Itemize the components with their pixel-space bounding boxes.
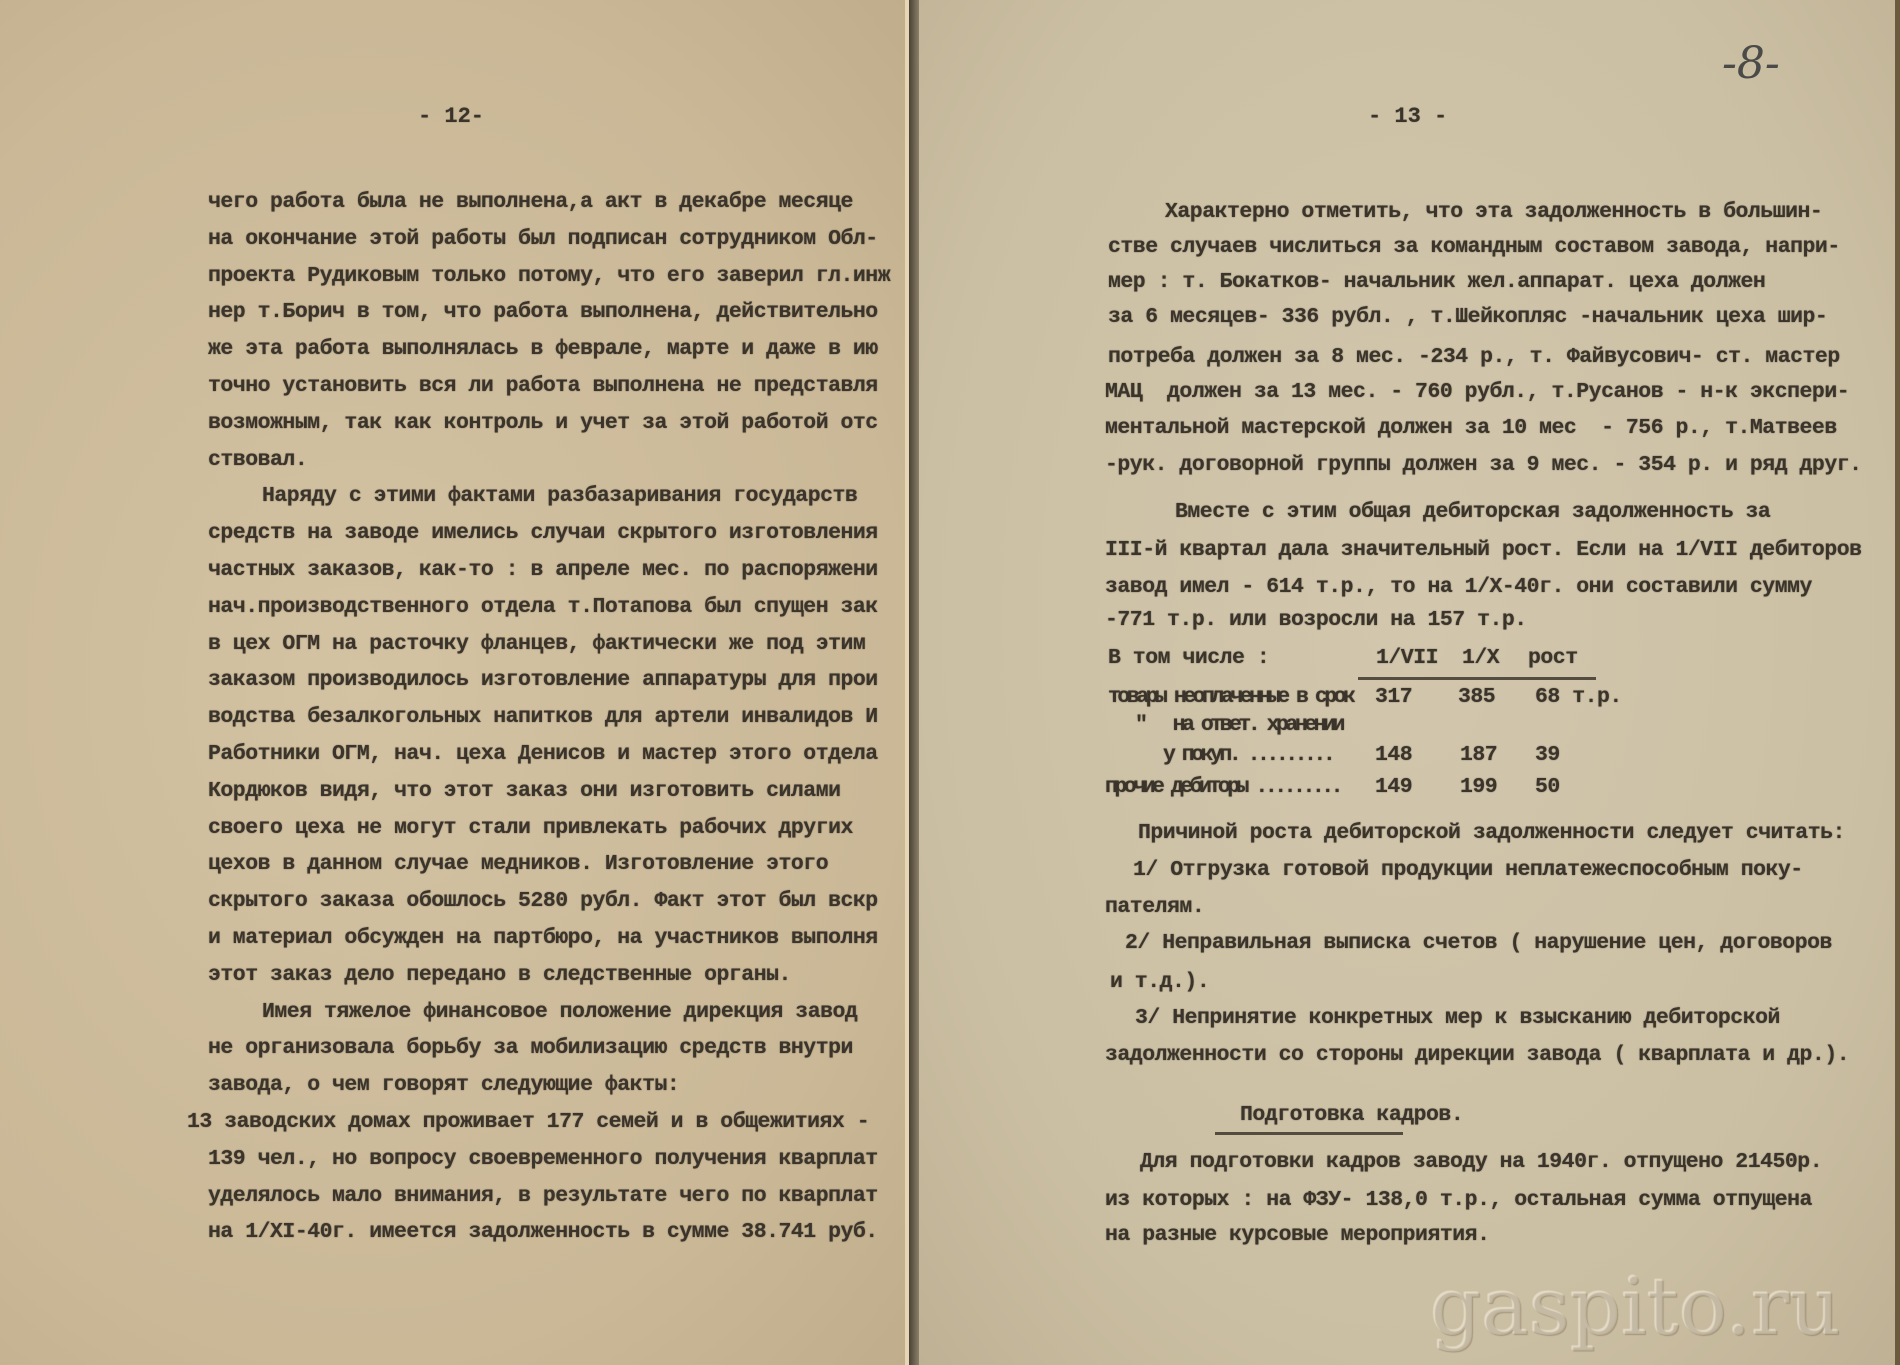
text-line: Кордюков видя, что этот заказ они изготовить силами <box>208 778 841 803</box>
text-line: нер т.Борич в том, что работа выполнена, действительно <box>208 300 878 325</box>
text-line: возможным, так как контроль и учет за этой работой отс <box>208 410 878 435</box>
text-line: задолженности со стороны дирекции завода ( кварплата и др.). <box>1105 1043 1850 1067</box>
table-cell: 317 <box>1375 685 1413 709</box>
table-cell: 148 <box>1375 743 1413 767</box>
text-line: завод имел - 614 т.р., то на 1/X-40г. они составили сумму <box>1105 575 1812 599</box>
text-line: в цех ОГМ на расточку фланцев, фактически же под этим <box>208 631 866 656</box>
page-number-left: - 12- <box>418 104 485 129</box>
text-line: чего работа была не выполнена,а акт в декабре месяце <box>208 190 853 214</box>
text-line: стве случаев числиться за командным составом завода, напри- <box>1108 235 1840 259</box>
text-line: на 1/XI-40г. имеется задолженность в сумме 38.741 руб. <box>208 1220 878 1245</box>
text-line: Характерно отметить, что эта задолженность в большин- <box>1165 200 1823 224</box>
table-column-header: 1/X <box>1462 646 1500 670</box>
text-line: 13 заводских домах проживает 177 семей и в общежитиях - <box>187 1110 870 1134</box>
table-cell: 199 <box>1460 775 1498 799</box>
text-line: цехов в данном случае медников. Изготовление этого <box>208 852 829 877</box>
text-line: ментальной мастерской должен за 10 мес - 756 р., т.Матвеев <box>1105 416 1837 440</box>
text-line: мер : т. Бокатков- начальник жел.аппарат. цеха должен <box>1108 270 1766 294</box>
text-line: завода, о чем говорят следующие факты: <box>208 1073 680 1098</box>
text-line: на окончание этой работы был подписан сотрудником Обл- <box>208 226 878 251</box>
section-heading-underline <box>1215 1132 1403 1135</box>
text-line: средств на заводе имелись случаи скрытого изготовления <box>208 521 878 546</box>
table-cell: 39 <box>1535 743 1560 767</box>
page-edge <box>1895 0 1900 1365</box>
text-line: скрытого заказа обошлось 5280 рубл. Факт этот был вскр <box>208 889 878 914</box>
text-line: за 6 месяцев- 336 рубл. , т.Шейкопляс -начальник цеха шир- <box>1108 305 1828 329</box>
table-column-header: рост <box>1528 646 1578 670</box>
text-line: 1/ Отгрузка готовой продукции неплатежеспособным поку- <box>1133 858 1803 882</box>
table-cell: 50 <box>1535 775 1560 799</box>
text-line: 3/ Непринятие конкретных мер к взысканию дебиторской <box>1135 1006 1780 1030</box>
table-row-label: у покуп. ......... <box>1163 743 1333 767</box>
text-line: не организовала борьбу за мобилизацию средств внутри <box>208 1036 853 1061</box>
text-line: 2/ Неправильная выписка счетов ( нарушение цен, договоров <box>1125 931 1832 955</box>
text-line: МАЦ должен за 13 мес. - 760 рубл., т.Русанов - н-к экспери- <box>1105 380 1850 404</box>
page-fold-shadow <box>909 0 919 1365</box>
table-cell: 149 <box>1375 775 1413 799</box>
table-row-label: прочие дебиторы ......... <box>1105 775 1341 799</box>
text-line: и материал обсужден на партбюро, на участников выполня <box>208 926 878 950</box>
text-line: -771 т.р. или возросли на 157 т.р. <box>1105 608 1527 632</box>
text-line: своего цеха не могут стали привлекать рабочих других <box>208 815 853 840</box>
page-number-right: - 13 - <box>1368 104 1448 129</box>
text-line: нач.производственного отдела т.Потапова был спущен зак <box>208 594 878 619</box>
text-line: III-й квартал дала значительный рост. Если на 1/VII дебиторов <box>1105 538 1862 562</box>
text-line: 139 чел., но вопросу своевременного получения кварплат <box>208 1146 878 1171</box>
text-line: пателям. <box>1105 895 1205 919</box>
text-line: этот заказ дело передано в следственные органы. <box>208 962 791 987</box>
table-cell: 68 т.р. <box>1535 685 1622 709</box>
table-cell: 187 <box>1460 743 1498 767</box>
table-cell: 385 <box>1458 685 1496 709</box>
text-line: уделялось мало внимания, в результате чего по кварплат <box>208 1183 878 1208</box>
text-line: Работники ОГМ, нач. цеха Денисов и мастер этого отдела <box>208 742 878 766</box>
text-line: водства безалкогольных напитков для артели инвалидов И <box>208 705 878 730</box>
left-page <box>0 0 905 1365</box>
text-line: потреба должен за 8 мес. -234 р., т. Файвусович- ст. мастер <box>1108 345 1840 369</box>
text-line: из которых : на ФЗУ- 138,0 т.р., остальная сумма отпущена <box>1105 1188 1812 1212</box>
text-line: проекта Рудиковым только потому, что его заверил гл.инж <box>208 263 891 288</box>
text-line: Наряду с этими фактами разбазаривания государств <box>262 484 858 509</box>
text-line: Вместе с этим общая дебиторская задолженность за <box>1175 500 1771 524</box>
table-column-header: 1/VII <box>1376 646 1439 670</box>
table-header-rule <box>1358 677 1596 680</box>
table-caption: В том числе : <box>1108 646 1270 670</box>
watermark: gaspito.ru <box>1430 1260 1841 1353</box>
text-line: и т.д.). <box>1110 970 1210 994</box>
text-line: на разные курсовые мероприятия. <box>1105 1223 1490 1247</box>
table-row-label: товары неоплаченные в срок <box>1108 685 1353 709</box>
archive-sheet-number: -8- <box>1722 38 1780 89</box>
text-line: -рук. договорной группы должен за 9 мес. - 354 р. и ряд друг. <box>1105 453 1862 477</box>
text-line: же эта работа выполнялась в феврале, марте и даже в ию <box>208 337 878 362</box>
text-line: Причиной роста дебиторской задолженности следует считать: <box>1138 821 1845 845</box>
text-line: заказом производилось изготовление аппаратуры для прои <box>208 668 878 693</box>
text-line: Имея тяжелое финансовое положение дирекция завод <box>262 999 858 1024</box>
text-line: Для подготовки кадров заводу на 1940г. отпущено 21450р. <box>1140 1150 1823 1174</box>
section-heading: Подготовка кадров. <box>1240 1103 1464 1127</box>
text-line: ствовал. <box>208 447 308 472</box>
text-line: точно установить вся ли работа выполнена не представля <box>208 374 878 398</box>
table-row-label: " на ответ. хранении <box>1135 713 1342 737</box>
text-line: частных заказов, как-то : в апреле мес. по распоряжени <box>208 558 878 582</box>
